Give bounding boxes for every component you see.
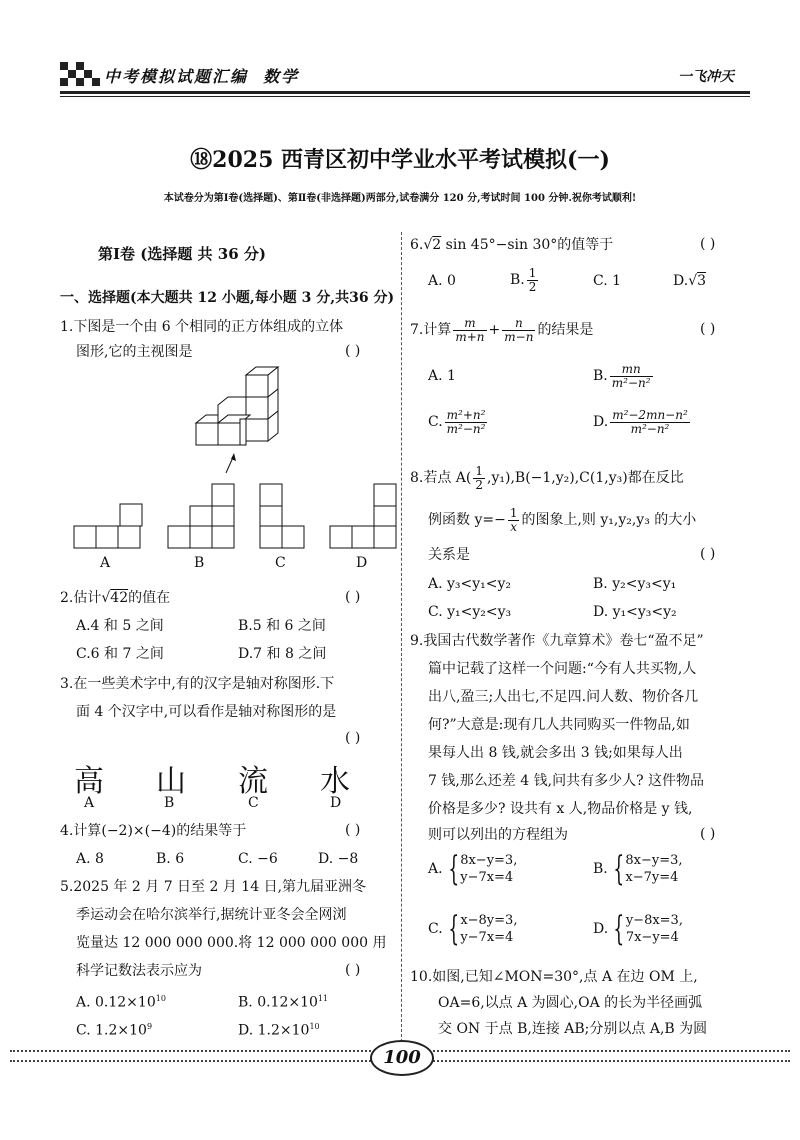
answer-paren: ( ) (345, 822, 361, 838)
answer-paren: ( ) (700, 826, 716, 842)
q1-solid-figure (190, 365, 280, 480)
q3-opt-c: C (248, 795, 259, 811)
q8-opt-c: C. y₁<y₂<y₃ (428, 604, 512, 620)
page-number: 100 (383, 1047, 421, 1068)
q3-opt-d: D (330, 795, 342, 811)
q8-line3: 关系是 (428, 547, 470, 563)
q1-option-views (70, 482, 410, 552)
q2-opt-a: A.4 和 5 之间 (76, 618, 164, 634)
header-rule (60, 91, 750, 94)
q7-stem: 7.计算 $\frac{m}{m+n}$ + $\frac{n}{m-n}$ 的结果是 (410, 315, 594, 344)
q7-opt-b: B. $\frac{mn}{\text{m²−n²}}$ (593, 361, 651, 390)
q10-line: 10.如图,已知∠MON=30°,点 A 在边 OM 上, (410, 969, 698, 985)
q1-opt-b: B (194, 555, 205, 571)
q3-line2: 面 4 个汉字中,可以看作是轴对称图形的是 (76, 704, 337, 720)
q3-char-b: 山 (156, 764, 186, 799)
answer-paren: ( ) (345, 962, 361, 978)
q5-opt-b: B. $0.12\times 10^{11}$ (238, 994, 329, 1011)
q4-stem: 4.计算(−2)×(−4)的结果等于 (60, 823, 247, 839)
q6-opt-a: A. 0 (428, 273, 456, 289)
q5-line2: 季运动会在哈尔滨举行,据统计亚冬会全网浏 (76, 907, 347, 923)
header-brand: 一飞冲天 (678, 69, 734, 85)
exam-note: 本试卷分为第Ⅰ卷(选择题)、第Ⅱ卷(非选择题)两部分,试卷满分 120 分,考试时间 100 分钟.祝你考试顺利! (163, 193, 637, 204)
q4-opt-c: C. −6 (238, 851, 278, 867)
q4-opt-d: D. −8 (318, 851, 359, 867)
q9-line: 出八,盈三;人出七,不足四.问人数、物价各几 (428, 689, 699, 705)
q2-stem: 2.估计√42的值在 (60, 590, 171, 606)
column-divider (401, 232, 402, 1042)
q5-opt-c: C. $1.2\times 10^9$ (76, 1022, 153, 1039)
q1-line1: 1.下图是一个由 6 个相同的正方体组成的立体 (60, 319, 344, 335)
q7-opt-d: D. $\frac{\text{m²−2mn−n²}}{\text{m²−n²}}$ (593, 407, 688, 436)
q5-opt-d: D. $1.2\times 10^{10}$ (238, 1022, 320, 1039)
q5-opt-a: A. $0.12\times 10^{10}$ (76, 994, 166, 1011)
q8-line2: 例函数 y=− $\frac{1}{x}$ 的图象上,则 y₁,y₂,y₃ 的大小 (428, 505, 697, 534)
q1-opt-c: C (275, 555, 286, 571)
answer-paren: ( ) (700, 546, 716, 562)
q9-line: 果每人出 8 钱,就会多出 3 钱;如果每人出 (428, 745, 683, 761)
page-number-badge (370, 1040, 434, 1076)
header-rule-thin (60, 96, 750, 97)
q10-line: 交 ON 于点 B,连接 AB;分别以点 A,B 为圆 (438, 1021, 708, 1037)
header-pattern-icon (60, 62, 100, 90)
q2-opt-d: D.7 和 8 之间 (238, 646, 327, 662)
q6-opt-c: C. 1 (593, 273, 622, 289)
q3-char-c: 流 (238, 764, 268, 799)
q9-opt-a: A. {8x−y=3, y−7x=4 (428, 849, 518, 889)
q7-opt-c: C. $\frac{\text{m²+n²}}{\text{m²−n²}}$ (428, 407, 486, 436)
answer-paren: ( ) (345, 730, 361, 746)
q4-opt-a: A. 8 (76, 851, 104, 867)
answer-paren: ( ) (345, 589, 361, 605)
q3-char-d: 水 (320, 764, 350, 799)
q5-line3: 览量达 12 000 000 000.将 12 000 000 000 用 (76, 935, 387, 951)
q9-opt-c: C. {x−8y=3, y−7x=4 (428, 909, 518, 949)
q1-opt-d: D (356, 555, 368, 571)
section1-heading: 一、选择题(本大题共 12 小题,每小题 3 分,共36 分) (60, 290, 395, 306)
answer-paren: ( ) (700, 236, 716, 252)
q10-line: OA=6,以点 A 为圆心,OA 的长为半径画弧 (438, 995, 703, 1011)
q8-opt-d: D. y₁<y₃<y₂ (593, 604, 677, 620)
q3-line1: 3.在一些美术字中,有的汉字是轴对称图形.下 (60, 676, 335, 692)
answer-paren: ( ) (700, 321, 716, 337)
q5-line4: 科学记数法表示应为 (76, 963, 202, 979)
q2-opt-b: B.5 和 6 之间 (238, 618, 326, 634)
answer-paren: ( ) (345, 343, 361, 359)
part1-heading: 第Ⅰ卷 (选择题 共 36 分) (98, 245, 266, 263)
q9-opt-b: B. {8x−y=3, x−7y=4 (593, 849, 683, 889)
q5-line1: 5.2025 年 2 月 7 日至 2 月 14 日,第九届亚洲冬 (60, 879, 367, 895)
q9-line: 篇中记载了这样一个问题:“今有人共买物,人 (428, 661, 697, 677)
q4-opt-b: B. 6 (156, 851, 185, 867)
q6-opt-d: D.√3 (673, 273, 707, 289)
q6-stem: 6.√2 sin 45°−sin 30°的值等于 (410, 237, 614, 253)
header-series: 中考模拟试题汇编 数学 (104, 67, 300, 86)
q8-opt-b: B. y₂<y₃<y₁ (593, 576, 677, 592)
q9-opt-d: D. {y−8x=3, 7x−y=4 (593, 909, 683, 949)
q6-opt-b: B. $\frac{1}{2}$ (510, 265, 537, 294)
q2-opt-c: C.6 和 7 之间 (76, 646, 164, 662)
q1-line2: 图形,它的主视图是 (76, 344, 193, 360)
q9-line: 何?”大意是:现有几人共同购买一件物品,如 (428, 717, 690, 733)
q1-opt-a: A (100, 555, 111, 571)
q9-line: 则可以列出的方程组为 (428, 827, 568, 843)
q9-line: 价格是多少? 设共有 x 人,物品价格是 y 钱, (428, 801, 693, 817)
page-title: ⑱2025 西青区初中学业水平考试模拟(一) (190, 147, 610, 173)
q3-opt-b: B (164, 795, 175, 811)
q3-opt-a: A (84, 795, 95, 811)
q7-opt-a: A. 1 (428, 368, 456, 384)
q3-char-a: 高 (74, 764, 104, 799)
q8-opt-a: A. y₃<y₁<y₂ (428, 576, 512, 592)
q9-line: 7 钱,那么还差 4 钱,问共有多少人? 这件物品 (428, 773, 705, 789)
q8-line1: 8.若点 A( $\frac{1}{2}$ ,y₁),B(−1,y₂),C(1,y₃)都在反比 (410, 463, 684, 492)
q9-line: 9.我国古代数学著作《九章算术》卷七“盈不足” (410, 633, 704, 649)
